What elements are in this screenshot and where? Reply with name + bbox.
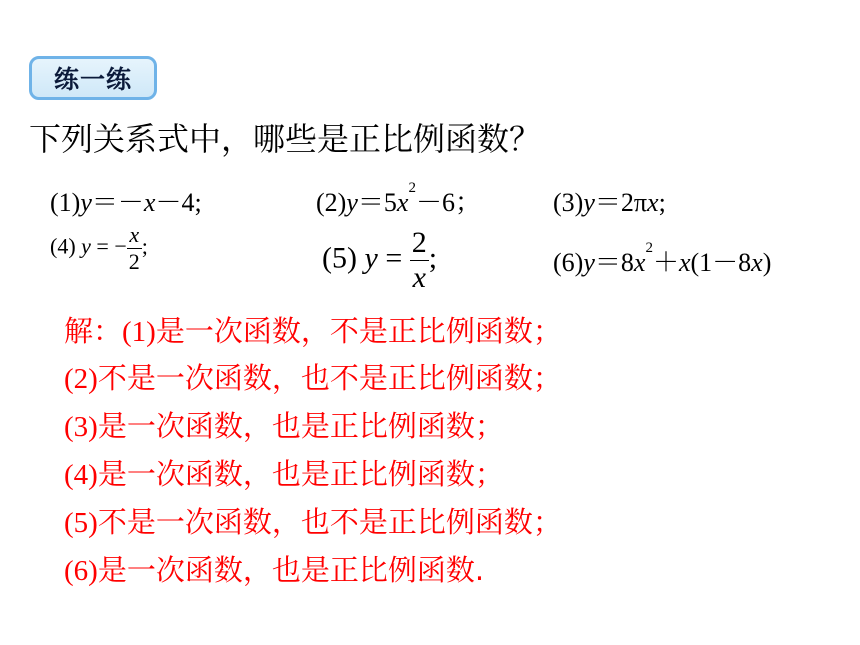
answer-line-4: (4)是一次函数，也是正比例函数； <box>64 457 504 491</box>
answer-line-1: 解：(1)是一次函数，不是正比例函数； <box>64 314 562 348</box>
practice-badge <box>29 56 157 100</box>
equation-4: (4) y = − $\frac{x}{2}$ ; <box>50 222 148 274</box>
equation-3: (3)y＝2πx; <box>553 188 666 217</box>
fraction-2-over-x: $\frac{2}{x}$ <box>411 226 427 294</box>
equation-1: (1)y＝－x－4; <box>50 188 202 217</box>
answer-line-3: (3)是一次函数，也是正比例函数； <box>64 409 504 443</box>
badge-label: 练一练 <box>53 65 132 94</box>
fraction-x-over-2: $\frac{x}{2}$ <box>128 222 140 274</box>
equation-6: $(6)y=8x^2+x(1-8x)$ <box>553 240 772 277</box>
answer-line-6: (6)是一次函数，也是正比例函数. <box>64 553 485 587</box>
answer-line-5: (5)不是一次函数，也不是正比例函数； <box>64 505 562 539</box>
question-text: 下列关系式中，哪些是正比例函数？ <box>29 120 542 158</box>
answer-line-2: (2)不是一次函数，也不是正比例函数； <box>64 361 562 395</box>
equation-2: $(2)y=5x^2-6$； <box>316 180 481 217</box>
equation-5: (5) y = $\frac{2}{x}$ ; <box>322 226 438 294</box>
